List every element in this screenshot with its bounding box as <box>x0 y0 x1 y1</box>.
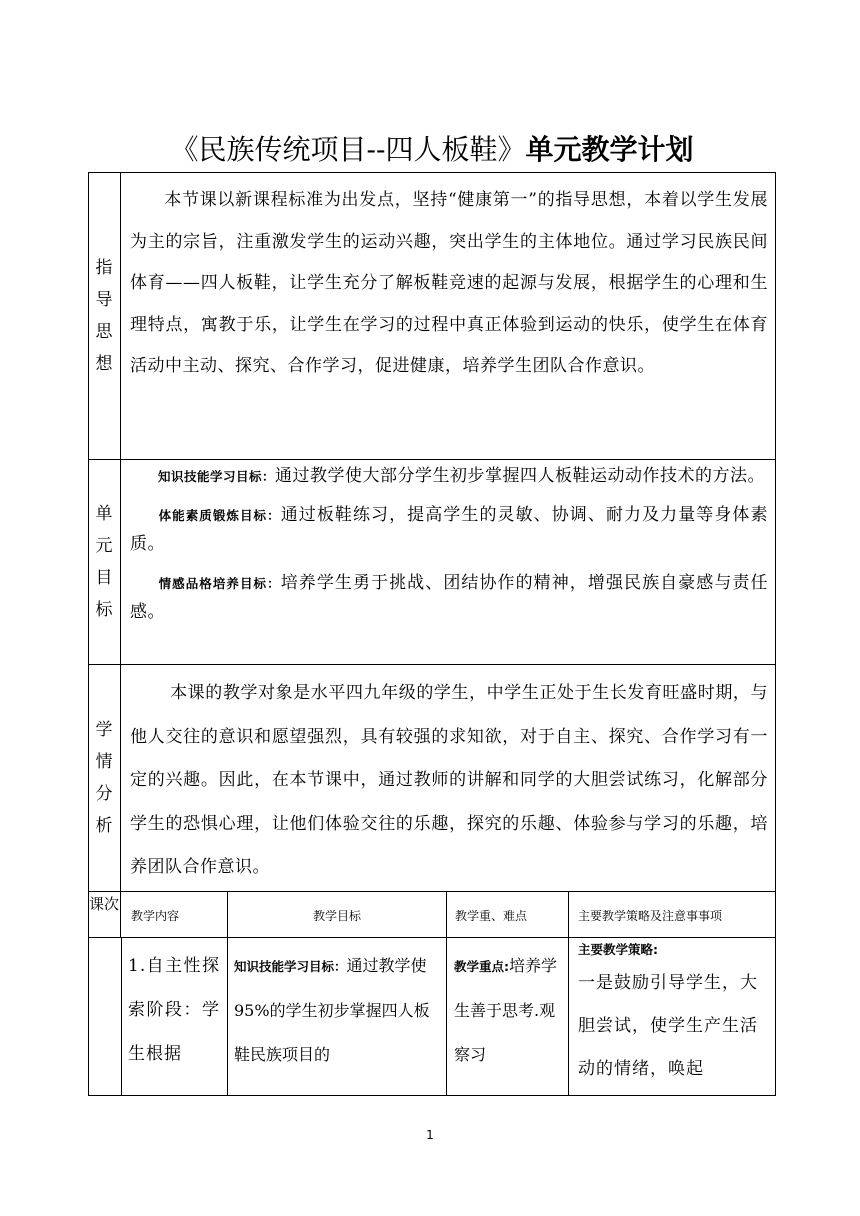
guiding-paragraph: 本节课以新课程标准为出发点，坚持“健康第一”的指导思想，本着以学生发展为主的宗旨，注重激发学生的运动兴趣，突出学生的主体地位。通过学习民族民间体育——四人板鞋，让学生充分了解板鞋竞速的起源与发展，根据学生的心理和生理特点，寓教于乐，让学生在学习的过程中真正体验到运动的快乐，使学生在体育活动中主动、探究、合作学习，促进健康，培养学生团队合作意识。 <box>130 190 768 376</box>
lesson-content: 1.自主性探索阶段：学生根据 <box>128 956 220 1064</box>
label-char: 析 <box>95 816 113 836</box>
label-char: 学 <box>95 720 113 740</box>
goal-lead: 体能素质锻炼目标： <box>158 508 281 523</box>
goal-lead: 情感品格培养目标： <box>158 576 281 591</box>
label-char: 单 <box>95 504 113 524</box>
table-border-bottom <box>88 1095 776 1096</box>
column-divider <box>121 938 122 1096</box>
table-border-right <box>775 172 776 1096</box>
header-key-points: 教学重、难点 <box>455 908 528 923</box>
label-char: 指 <box>95 257 113 278</box>
table-border-top <box>88 172 776 173</box>
header-keci: 课次 <box>88 895 119 913</box>
goal-text: 通过教学使大部分学生初步掌握四人板鞋运动动作技术的方法。 <box>275 466 766 486</box>
title-suffix: 单元教学计划 <box>525 133 694 166</box>
header-objective: 教学目标 <box>312 908 361 923</box>
guiding-text <box>130 180 768 388</box>
title-main: 《民族传统项目--四人板鞋》 <box>170 133 526 166</box>
goal-item <box>130 501 768 559</box>
label-char: 标 <box>95 600 113 620</box>
key-lead: 教学重点: <box>454 959 509 974</box>
label-char: 情 <box>95 752 113 772</box>
label-char: 导 <box>95 289 113 310</box>
guiding-label <box>88 172 120 459</box>
objective-text: 通过教学使95%的学生初步掌握四人板鞋民族项目的 <box>234 956 430 1064</box>
page-title <box>88 128 776 172</box>
label-char: 元 <box>95 536 113 556</box>
page-number: 1 <box>426 1128 434 1142</box>
row-divider <box>88 664 776 665</box>
analysis-text <box>130 672 768 890</box>
goals-text <box>130 462 768 637</box>
lesson-objective <box>234 944 440 1077</box>
key-text: 培养学生善于思考.观察习 <box>454 956 558 1064</box>
analysis-paragraph: 本课的教学对象是水平四九年级的学生，中学生正处于生长发育旺盛时期，与他人交往的意识和愿望强烈，具有较强的求知欲，对于自主、探究、合作学习有一定的兴趣。因此，在本节课中，通过教师的讲解和同学的大胆尝试练习，化解部分学生的恐惧心理，让他们体验交往的乐趣，探究的乐趣、体验参与学习的乐趣，培养团队合作意识。 <box>130 683 768 877</box>
label-char: 分 <box>95 784 113 804</box>
strategy-heading: 主要教学策略: <box>578 942 658 957</box>
goal-item <box>130 569 768 627</box>
header-strategy: 主要教学策略及注意事事项 <box>578 908 723 923</box>
strategy-text: 一是鼓励引导学生，大胆尝试，使学生产生活动的情绪，唤起 <box>578 973 758 1079</box>
goal-text: 通过板鞋练习，提高学生的灵敏、协调、耐力及力量等身体素质。 <box>130 505 768 554</box>
objective-lead: 知识技能学习目标： <box>234 959 347 974</box>
goal-lead: 知识技能学习目标： <box>158 469 276 484</box>
goal-text: 培养学生勇于挑战、团结协作的精神，增强民族自豪感与责任感。 <box>130 573 768 622</box>
lesson-key-points <box>454 944 562 1077</box>
label-column-divider <box>120 172 121 938</box>
label-char: 思 <box>95 321 113 342</box>
label-char: 想 <box>95 353 113 374</box>
row-divider <box>88 459 776 460</box>
goal-item <box>130 462 768 491</box>
goals-label <box>88 460 120 664</box>
analysis-label <box>88 665 120 891</box>
header-content: 教学内容 <box>131 908 180 923</box>
label-char: 目 <box>95 568 113 588</box>
